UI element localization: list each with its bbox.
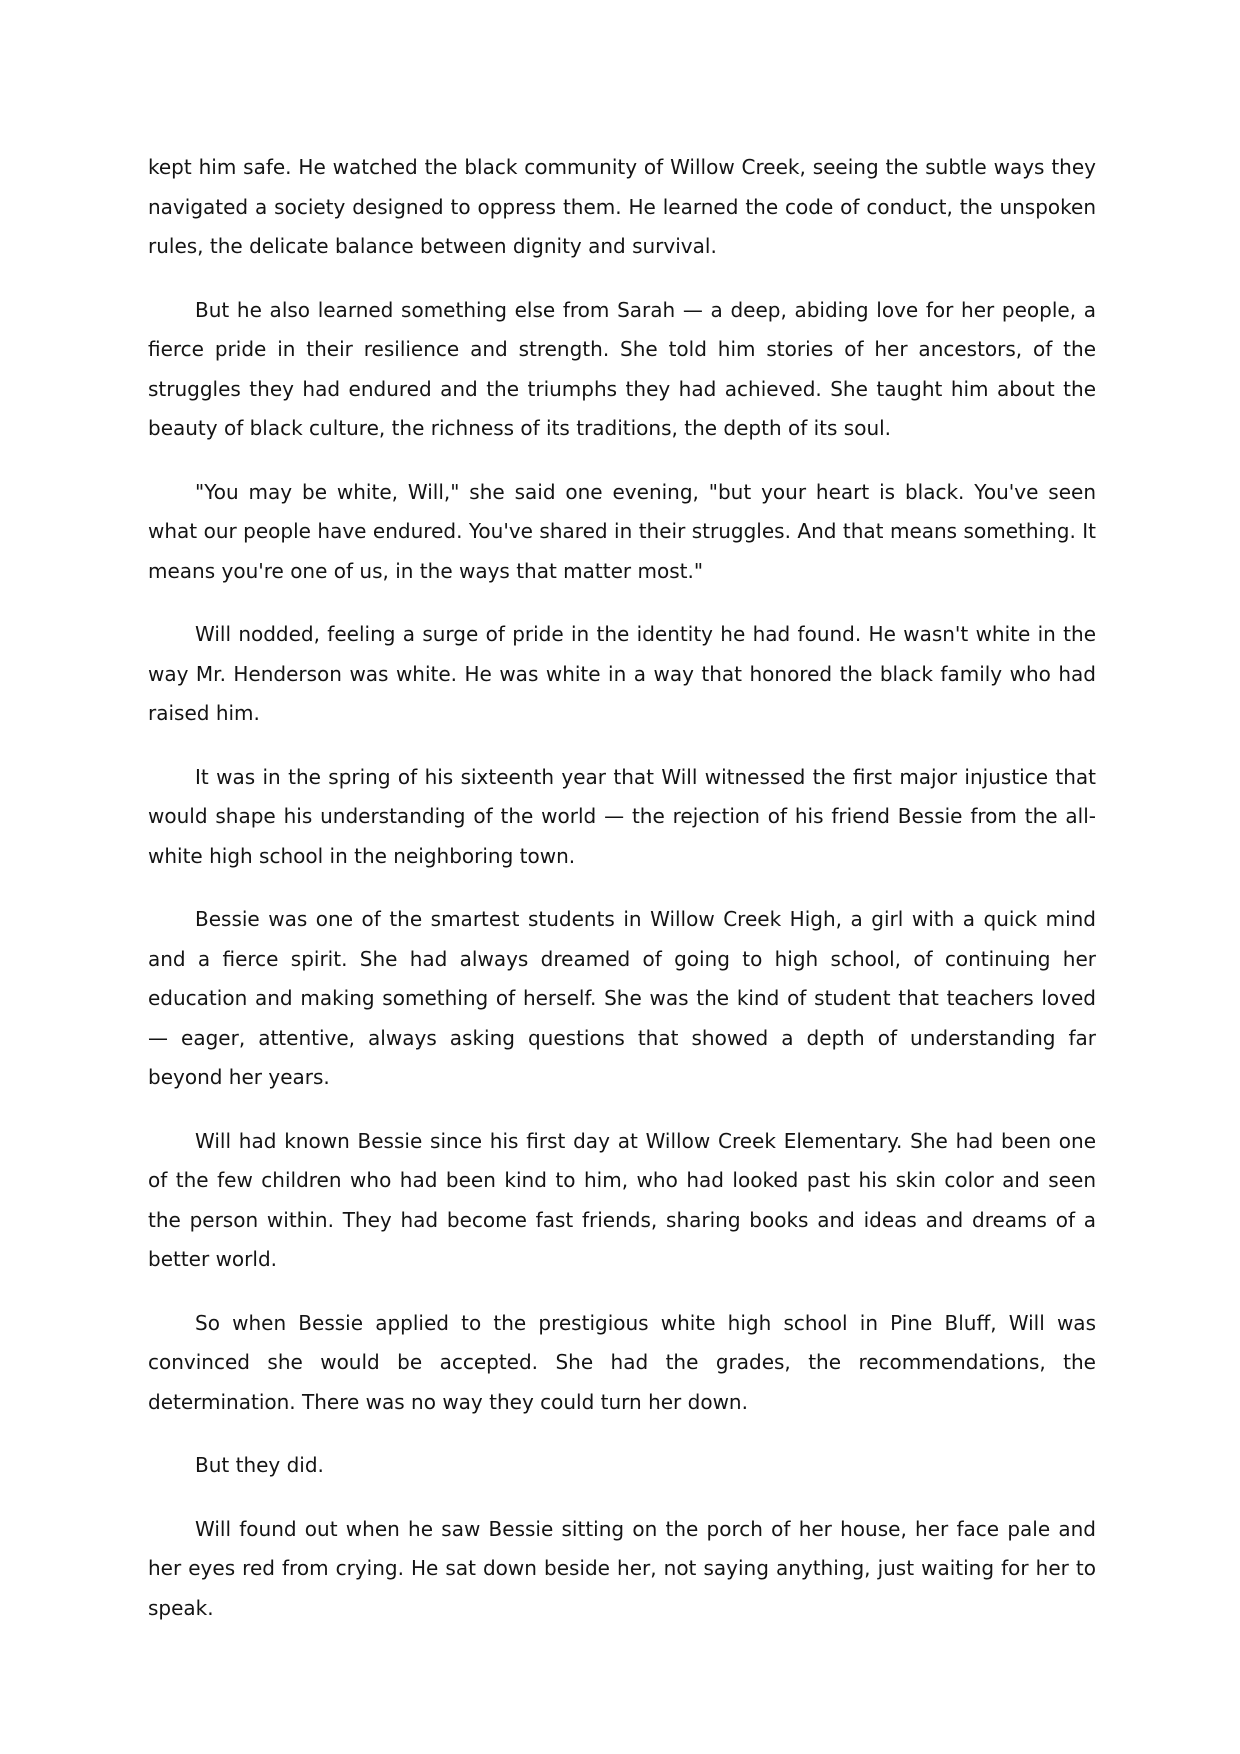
paragraph-2: But he also learned something else from Sarah — a deep, abiding love for her people, a fierce pride in their resilience and strength. She told him stories of her ancestors, of the struggles they had endured and the triumphs they had achieved. She taught him about the beauty of black culture, the richness of its traditions, the depth of its soul. — [148, 297, 1096, 440]
paragraph-4: Will nodded, feeling a surge of pride in the identity he had found. He wasn't white in the way Mr. Henderson was white. He was white in a way that honored the black family who had raised him. — [148, 622, 1096, 725]
paragraph-10: Will found out when he saw Bessie sitting on the porch of her house, her face pale and her eyes red from crying. He sat down beside her, not saying anything, just waiting for her to speak. — [148, 1516, 1096, 1620]
paragraph-8: So when Bessie applied to the prestigious white high school in Pine Bluff, Will was convinced she would be accepted. She had the grades, the recommendations, the determination. There was no way they could turn her down. — [148, 1310, 1096, 1414]
paragraph-3: "You may be white, Will," she said one evening, "but your heart is black. You've seen what our people have endured. You've shared in their struggles. And that means something. It means you're one of us, in the ways that matter most." — [148, 479, 1096, 583]
paragraph-5: It was in the spring of his sixteenth year that Will witnessed the first major injustice that would shape his understanding of the world — the rejection of his friend Bessie from the all-white high school in the neighboring town. — [148, 764, 1096, 868]
paragraph-1: kept him safe. He watched the black community of Willow Creek, seeing the subtle ways they navigated a society designed to oppress them. He learned the code of conduct, the unspoken rules, the delicate balance between dignity and survival. — [148, 155, 1096, 258]
document-page — [148, 148, 1096, 1652]
paragraph-9: But they did. — [195, 1453, 324, 1477]
paragraph-6: Bessie was one of the smartest students in Willow Creek High, a girl with a quick mind and a fierce spirit. She had always dreamed of going to high school, of continuing her education and making something of herself. She was the kind of student that teachers loved — eager, attentive, always asking questions that showed a depth of understanding far beyond her years. — [148, 907, 1096, 1089]
paragraph-7: Will had known Bessie since his first day at Willow Creek Elementary. She had been one of the few children who had been kind to him, who had looked past his skin color and seen the person within. They had become fast friends, sharing books and ideas and dreams of a better world. — [148, 1128, 1096, 1271]
